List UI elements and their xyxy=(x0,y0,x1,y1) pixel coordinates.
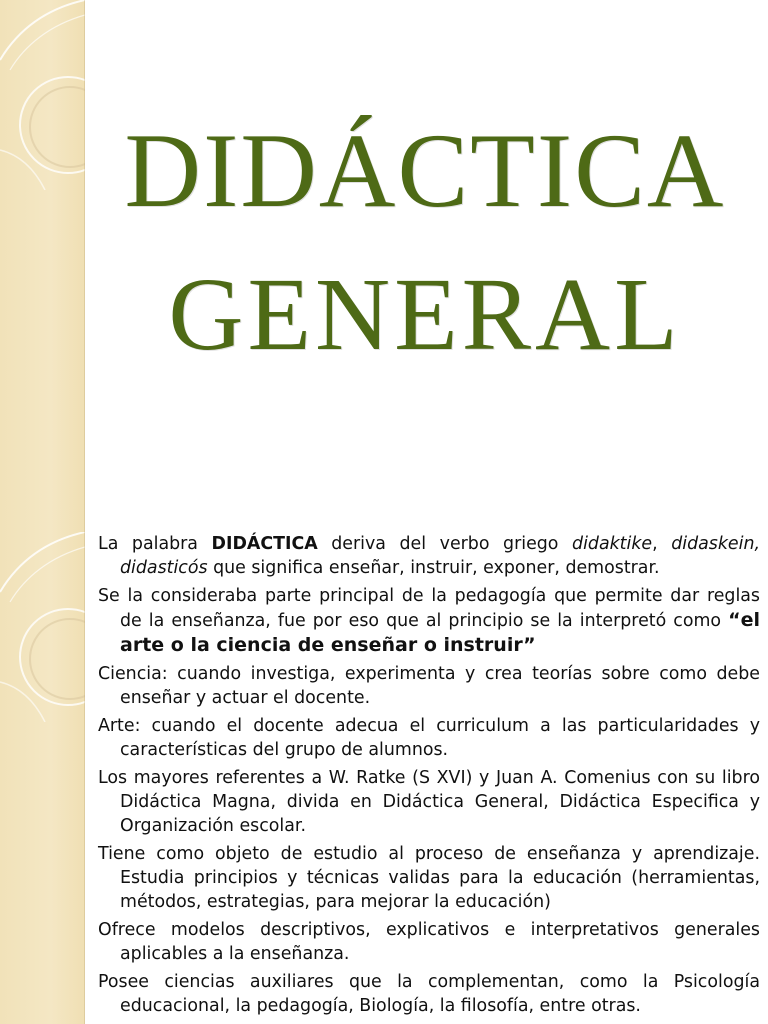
body-paragraph xyxy=(98,766,760,838)
body-paragraph xyxy=(98,662,760,710)
paragraph-text-segment: Los mayores referentes a W. Ratke (S XVI) y Juan A. Comenius con su libro Didáctica Magna, divida en Didáctica General, Didáctica Especifica y Organización escolar. xyxy=(98,768,760,836)
paragraph-text-segment: didaktike xyxy=(572,534,653,554)
paragraph-text-segment: Posee ciencias auxiliares que la complementan, como la Psicología educacional, la pedagogía, Biología, la filosofía, entre otras. xyxy=(98,972,760,1016)
slide-body-text xyxy=(98,532,760,1022)
body-paragraph xyxy=(98,532,760,580)
paragraph-text-segment: didaskein, didasticós xyxy=(120,534,760,578)
swirl-ornament-top xyxy=(0,0,85,190)
paragraph-text-segment: Ciencia: cuando investiga, experimenta y crea teorías sobre como debe enseñar y actuar el docente. xyxy=(98,664,760,708)
slide-title-line-1: DIDÁCTICA xyxy=(124,112,726,229)
paragraph-text-segment: “el arte o la ciencia de enseñar o instruir” xyxy=(120,609,760,656)
paragraph-text-segment: Tiene como objeto de estudio al proceso de enseñanza y aprendizaje. Estudia principios y técnicas validas para la educación (herramientas, métodos, estrategias, para mejorar la educación) xyxy=(98,844,760,912)
paragraph-text-segment: , xyxy=(652,534,672,554)
side-decorative-band xyxy=(0,0,85,1024)
body-paragraph xyxy=(98,918,760,966)
body-paragraph xyxy=(98,842,760,914)
slide-title-line-2: GENERAL xyxy=(168,257,682,372)
paragraph-text-segment: DIDÁCTICA xyxy=(211,534,318,554)
paragraph-text-segment: deriva del verbo griego xyxy=(317,534,573,554)
body-paragraph xyxy=(98,714,760,762)
paragraph-text-segment: Ofrece modelos descriptivos, explicativos e interpretativos generales aplicables a la enseñanza. xyxy=(98,920,760,964)
swirl-ornament-middle xyxy=(0,532,85,722)
body-paragraph xyxy=(98,584,760,658)
paragraph-text-segment: La palabra xyxy=(98,534,212,554)
paragraph-text-segment: Arte: cuando el docente adecua el curriculum a las particularidades y características del grupo de alumnos. xyxy=(98,716,760,760)
body-paragraph xyxy=(98,970,760,1018)
paragraph-text-segment: Se la consideraba parte principal de la pedagogía que permite dar reglas de la enseñanza, fue por eso que al principio se la interpretó como xyxy=(98,586,760,631)
paragraph-text-segment: que significa enseñar, instruir, exponer, demostrar. xyxy=(207,558,660,578)
